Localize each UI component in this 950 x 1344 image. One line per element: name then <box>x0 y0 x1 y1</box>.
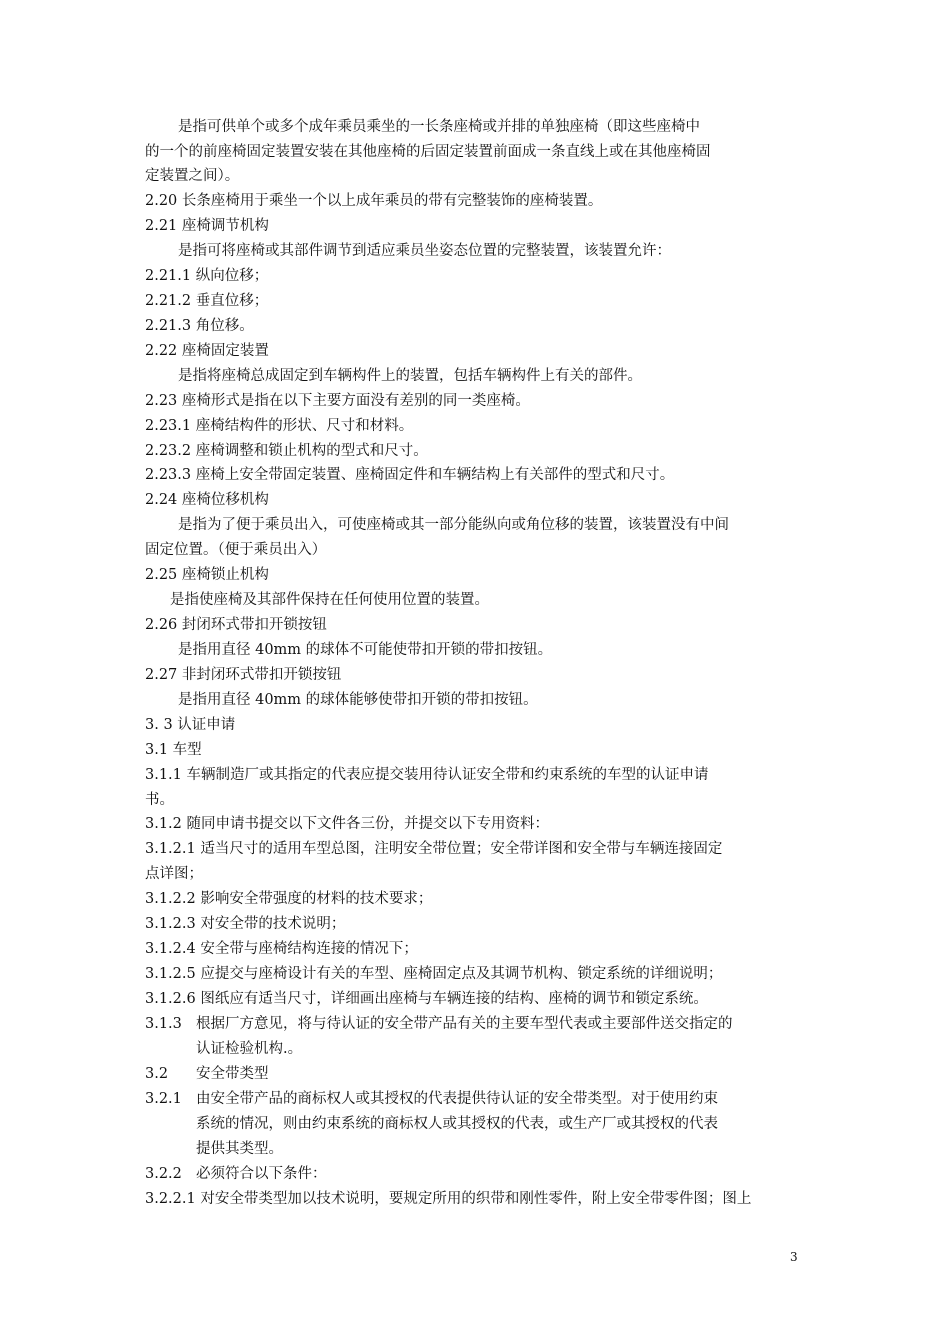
text-line: 2.21.3 角位移。 <box>145 318 254 334</box>
text-line: 认证检验机构.。 <box>196 1041 303 1057</box>
text-line: 根据厂方意见，将与待认证的安全带产品有关的主要车型代表或主要部件送交指定的 <box>196 1016 733 1032</box>
text-line: 是指使座椅及其部件保持在任何使用位置的装置。 <box>170 592 489 608</box>
text-line: 书。 <box>145 792 174 808</box>
text-line: 2.21.1 纵向位移； <box>145 268 269 284</box>
text-line: 是指为了便于乘员出入，可使座椅或其一部分能纵向或角位移的装置，该装置没有中间 <box>178 517 729 533</box>
text-line: 3.1.2.3 对安全带的技术说明； <box>145 916 346 932</box>
text-line: 2.20 长条座椅用于乘坐一个以上成年乘员的带有完整装饰的座椅装置。 <box>145 193 603 209</box>
text-line: 是指用直径 40mm 的球体不可能使带扣开锁的带扣按钮。 <box>178 642 553 658</box>
text-line: 3.1.2.6 图纸应有适当尺寸，详细画出座椅与车辆连接的结构、座椅的调节和锁定系统。 <box>145 991 708 1007</box>
text-line: 提供其类型。 <box>196 1141 283 1157</box>
text-line: 3.1.2.1 适当尺寸的适用车型总图，注明安全带位置；安全带详图和安全带与车辆连接固定 <box>145 841 723 857</box>
page-number: 3 <box>790 1250 798 1264</box>
text-line: 是指用直径 40mm 的球体能够使带扣开锁的带扣按钮。 <box>178 692 538 708</box>
text-line: 2.21.2 垂直位移； <box>145 293 269 309</box>
text-line: 点详图； <box>145 866 203 882</box>
text-line: 固定位置。（便于乘员出入） <box>145 542 327 558</box>
section-heading: 安全带类型 <box>196 1066 269 1082</box>
section-heading: 2.24 座椅位移机构 <box>145 492 269 508</box>
text-line: 必须符合以下条件： <box>196 1166 327 1182</box>
text-line: 3.1.1 车辆制造厂或其指定的代表应提交装用待认证安全带和约束系统的车型的认证申请 <box>145 767 709 783</box>
section-heading: 2.22 座椅固定装置 <box>145 343 269 359</box>
text-line: 由安全带产品的商标权人或其授权的代表提供待认证的安全带类型。对于使用约束 <box>196 1091 718 1107</box>
text-line: 3.1.2.2 影响安全带强度的材料的技术要求； <box>145 891 433 907</box>
section-heading: 3. 3 认证申请 <box>145 717 236 733</box>
text-line: 3.1.2.4 安全带与座椅结构连接的情况下； <box>145 941 418 957</box>
text-line: 是指将座椅总成固定到车辆构件上的装置，包括车辆构件上有关的部件。 <box>178 368 642 384</box>
text-line: 3.2.2.1 对安全带类型加以技术说明，要规定所用的织带和刚性零件，附上安全带零件图；图上 <box>145 1191 752 1207</box>
section-heading: 3.1 车型 <box>145 742 202 758</box>
section-heading: 2.26 封闭环式带扣开锁按钮 <box>145 617 327 633</box>
section-heading: 2.21 座椅调节机构 <box>145 218 269 234</box>
text-line: 2.23.1 座椅结构件的形状、尺寸和材料。 <box>145 418 414 434</box>
text-line: 定装置之间）。 <box>145 168 240 184</box>
clause-number: 3.2.2 <box>145 1166 182 1182</box>
text-line: 2.23.3 座椅上安全带固定装置、座椅固定件和车辆结构上有关部件的型式和尺寸。 <box>145 467 675 483</box>
clause-number: 3.2.1 <box>145 1091 182 1107</box>
clause-number: 3.1.3 <box>145 1016 182 1032</box>
text-line: 系统的情况，则由约束系统的商标权人或其授权的代表，或生产厂或其授权的代表 <box>196 1116 718 1132</box>
section-heading: 2.25 座椅锁止机构 <box>145 567 269 583</box>
text-line: 2.23 座椅形式是指在以下主要方面没有差别的同一类座椅。 <box>145 393 530 409</box>
section-heading: 2.27 非封闭环式带扣开锁按钮 <box>145 667 342 683</box>
text-line: 的一个的前座椅固定装置安装在其他座椅的后固定装置前面成一条直线上或在其他座椅固 <box>145 144 711 160</box>
text-line: 3.1.2 随同申请书提交以下文件各三份，并提交以下专用资料： <box>145 816 550 832</box>
clause-number: 3.2 <box>145 1066 169 1082</box>
text-line: 是指可供单个或多个成年乘员乘坐的一长条座椅或并排的单独座椅（即这些座椅中 <box>178 119 700 135</box>
text-line: 是指可将座椅或其部件调节到适应乘员坐姿态位置的完整装置，该装置允许： <box>178 243 671 259</box>
text-line: 2.23.2 座椅调整和锁止机构的型式和尺寸。 <box>145 443 428 459</box>
text-line: 3.1.2.5 应提交与座椅设计有关的车型、座椅固定点及其调节机构、锁定系统的详细说明； <box>145 966 723 982</box>
